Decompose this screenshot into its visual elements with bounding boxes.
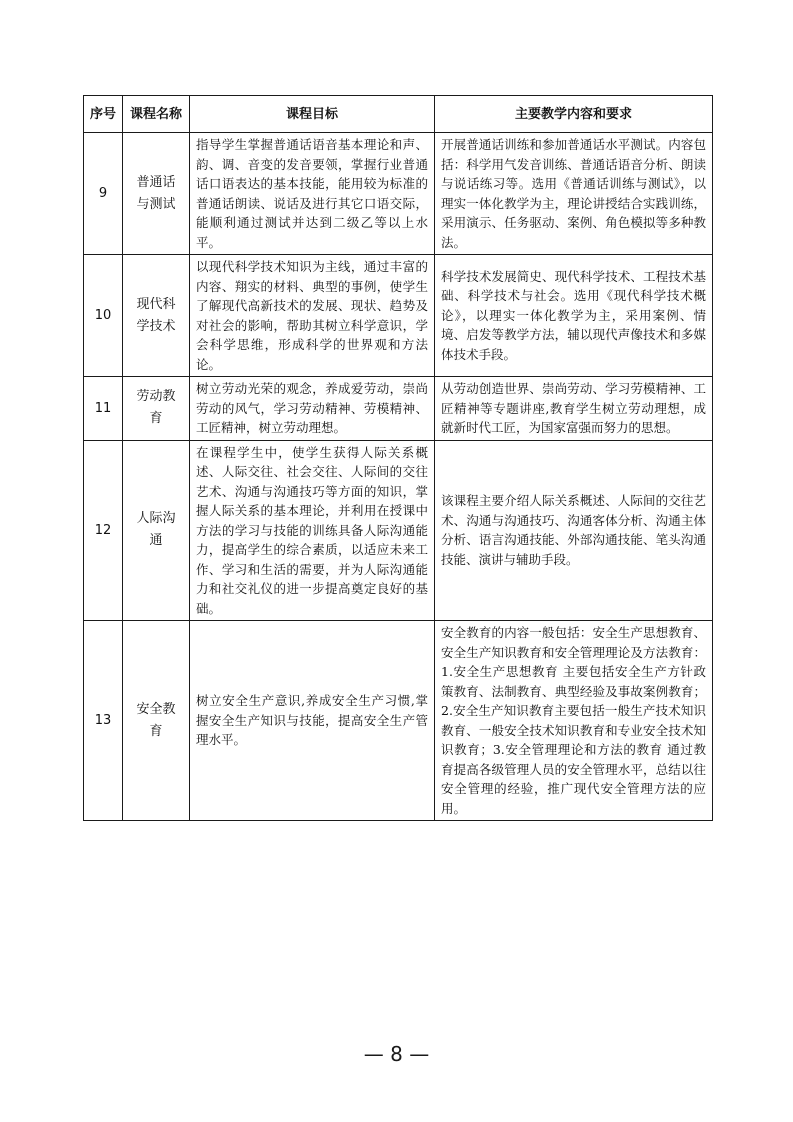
teaching-content: 该课程主要介绍人际关系概述、人际间的交往艺术、沟通与沟通技巧、沟通客体分析、沟通主体分析、语言沟通技能、外部沟通技能、笔头沟通技能、演讲与辅助手段。: [435, 440, 713, 621]
course-goal: 树立安全生产意识,养成安全生产习惯,掌握安全生产知识与技能，提高安全生产管理水平。: [190, 621, 435, 821]
course-goal: 指导学生掌握普通话语音基本理论和声、韵、调、音变的发音要领，掌握行业普通话口语表达的基本技能，能用较为标准的普通话朗读、说话及进行其它口语交际，能顺利通过测试并达到二级乙等以上水平。: [190, 133, 435, 255]
teaching-content: 安全教育的内容一般包括：安全生产思想教育、安全生产知识教育和安全管理理论及方法教育：1.安全生产思想教育 主要包括安全生产方针政策教育、法制教育、典型经验及事故案例教育；2.安全生产知识教育主要包括一般生产技术知识教育、一般安全技术知识教育和专业安全技术知识教育；3.安全管理理论和方法的教育 通过教育提高各级管理人员的安全管理水平，总结以往安全管理的经验，推广现代安全管理方法的应用。: [435, 621, 713, 821]
course-name: 人际沟通: [123, 440, 190, 621]
course-goal: 在课程学生中，使学生获得人际关系概述、人际交往、社会交往、人际间的交往艺术、沟通与沟通技巧等方面的知识，掌握人际关系的基本理论，并利用在授课中方法的学习与技能的训练具备人际沟通能力，提高学生的综合素质，以适应未来工作、学习和生活的需要，并为人际沟通能力和社交礼仪的进一步提高奠定良好的基础。: [190, 440, 435, 621]
row-number: 13: [84, 621, 123, 821]
page-number: — 8 —: [363, 1042, 430, 1066]
table-row: [84, 440, 713, 621]
header-seq: 序号: [84, 96, 123, 133]
row-number: 12: [84, 440, 123, 621]
course-name: 劳动教育: [123, 377, 190, 441]
table-row: [84, 377, 713, 441]
header-course-name: 课程名称: [123, 96, 190, 133]
course-goal: 以现代科学技术知识为主线，通过丰富的内容、翔实的材料、典型的事例，使学生了解现代高新技术的发展、现状、趋势及对社会的影响，帮助其树立科学意识，学会科学思维，形成科学的世界观和方法论。: [190, 255, 435, 377]
table-row: [84, 133, 713, 255]
header-course-goal: 课程目标: [190, 96, 435, 133]
header-teaching-content: 主要教学内容和要求: [435, 96, 713, 133]
course-name: 普通话与测试: [123, 133, 190, 255]
course-name: 安全教育: [123, 621, 190, 821]
course-name: 现代科学技术: [123, 255, 190, 377]
course-goal: 树立劳动光荣的观念，养成爱劳动，崇尚劳动的风气，学习劳动精神、劳模精神、工匠精神，树立劳动理想。: [190, 377, 435, 441]
teaching-content: 从劳动创造世界、崇尚劳动、学习劳模精神、工匠精神等专题讲座,教育学生树立劳动理想，成就新时代工匠，为国家富强而努力的思想。: [435, 377, 713, 441]
teaching-content: 开展普通话训练和参加普通话水平测试。内容包括：科学用气发音训练、普通话语音分析、朗读与说话练习等。选用《普通话训练与测试》，以理实一体化教学为主，理论讲授结合实践训练，采用演示、任务驱动、案例、角色模拟等多种教法。: [435, 133, 713, 255]
row-number: 9: [84, 133, 123, 255]
row-number: 10: [84, 255, 123, 377]
table-header-row: [84, 96, 713, 133]
course-table: [83, 95, 713, 821]
row-number: 11: [84, 377, 123, 441]
table-row: [84, 621, 713, 821]
teaching-content: 科学技术发展简史、现代科学技术、工程技术基础、科学技术与社会。选用《现代科学技术概论》，以理实一体化教学为主，采用案例、情境、启发等教学方法，辅以现代声像技术和多媒体技术手段。: [435, 255, 713, 377]
table-row: [84, 255, 713, 377]
